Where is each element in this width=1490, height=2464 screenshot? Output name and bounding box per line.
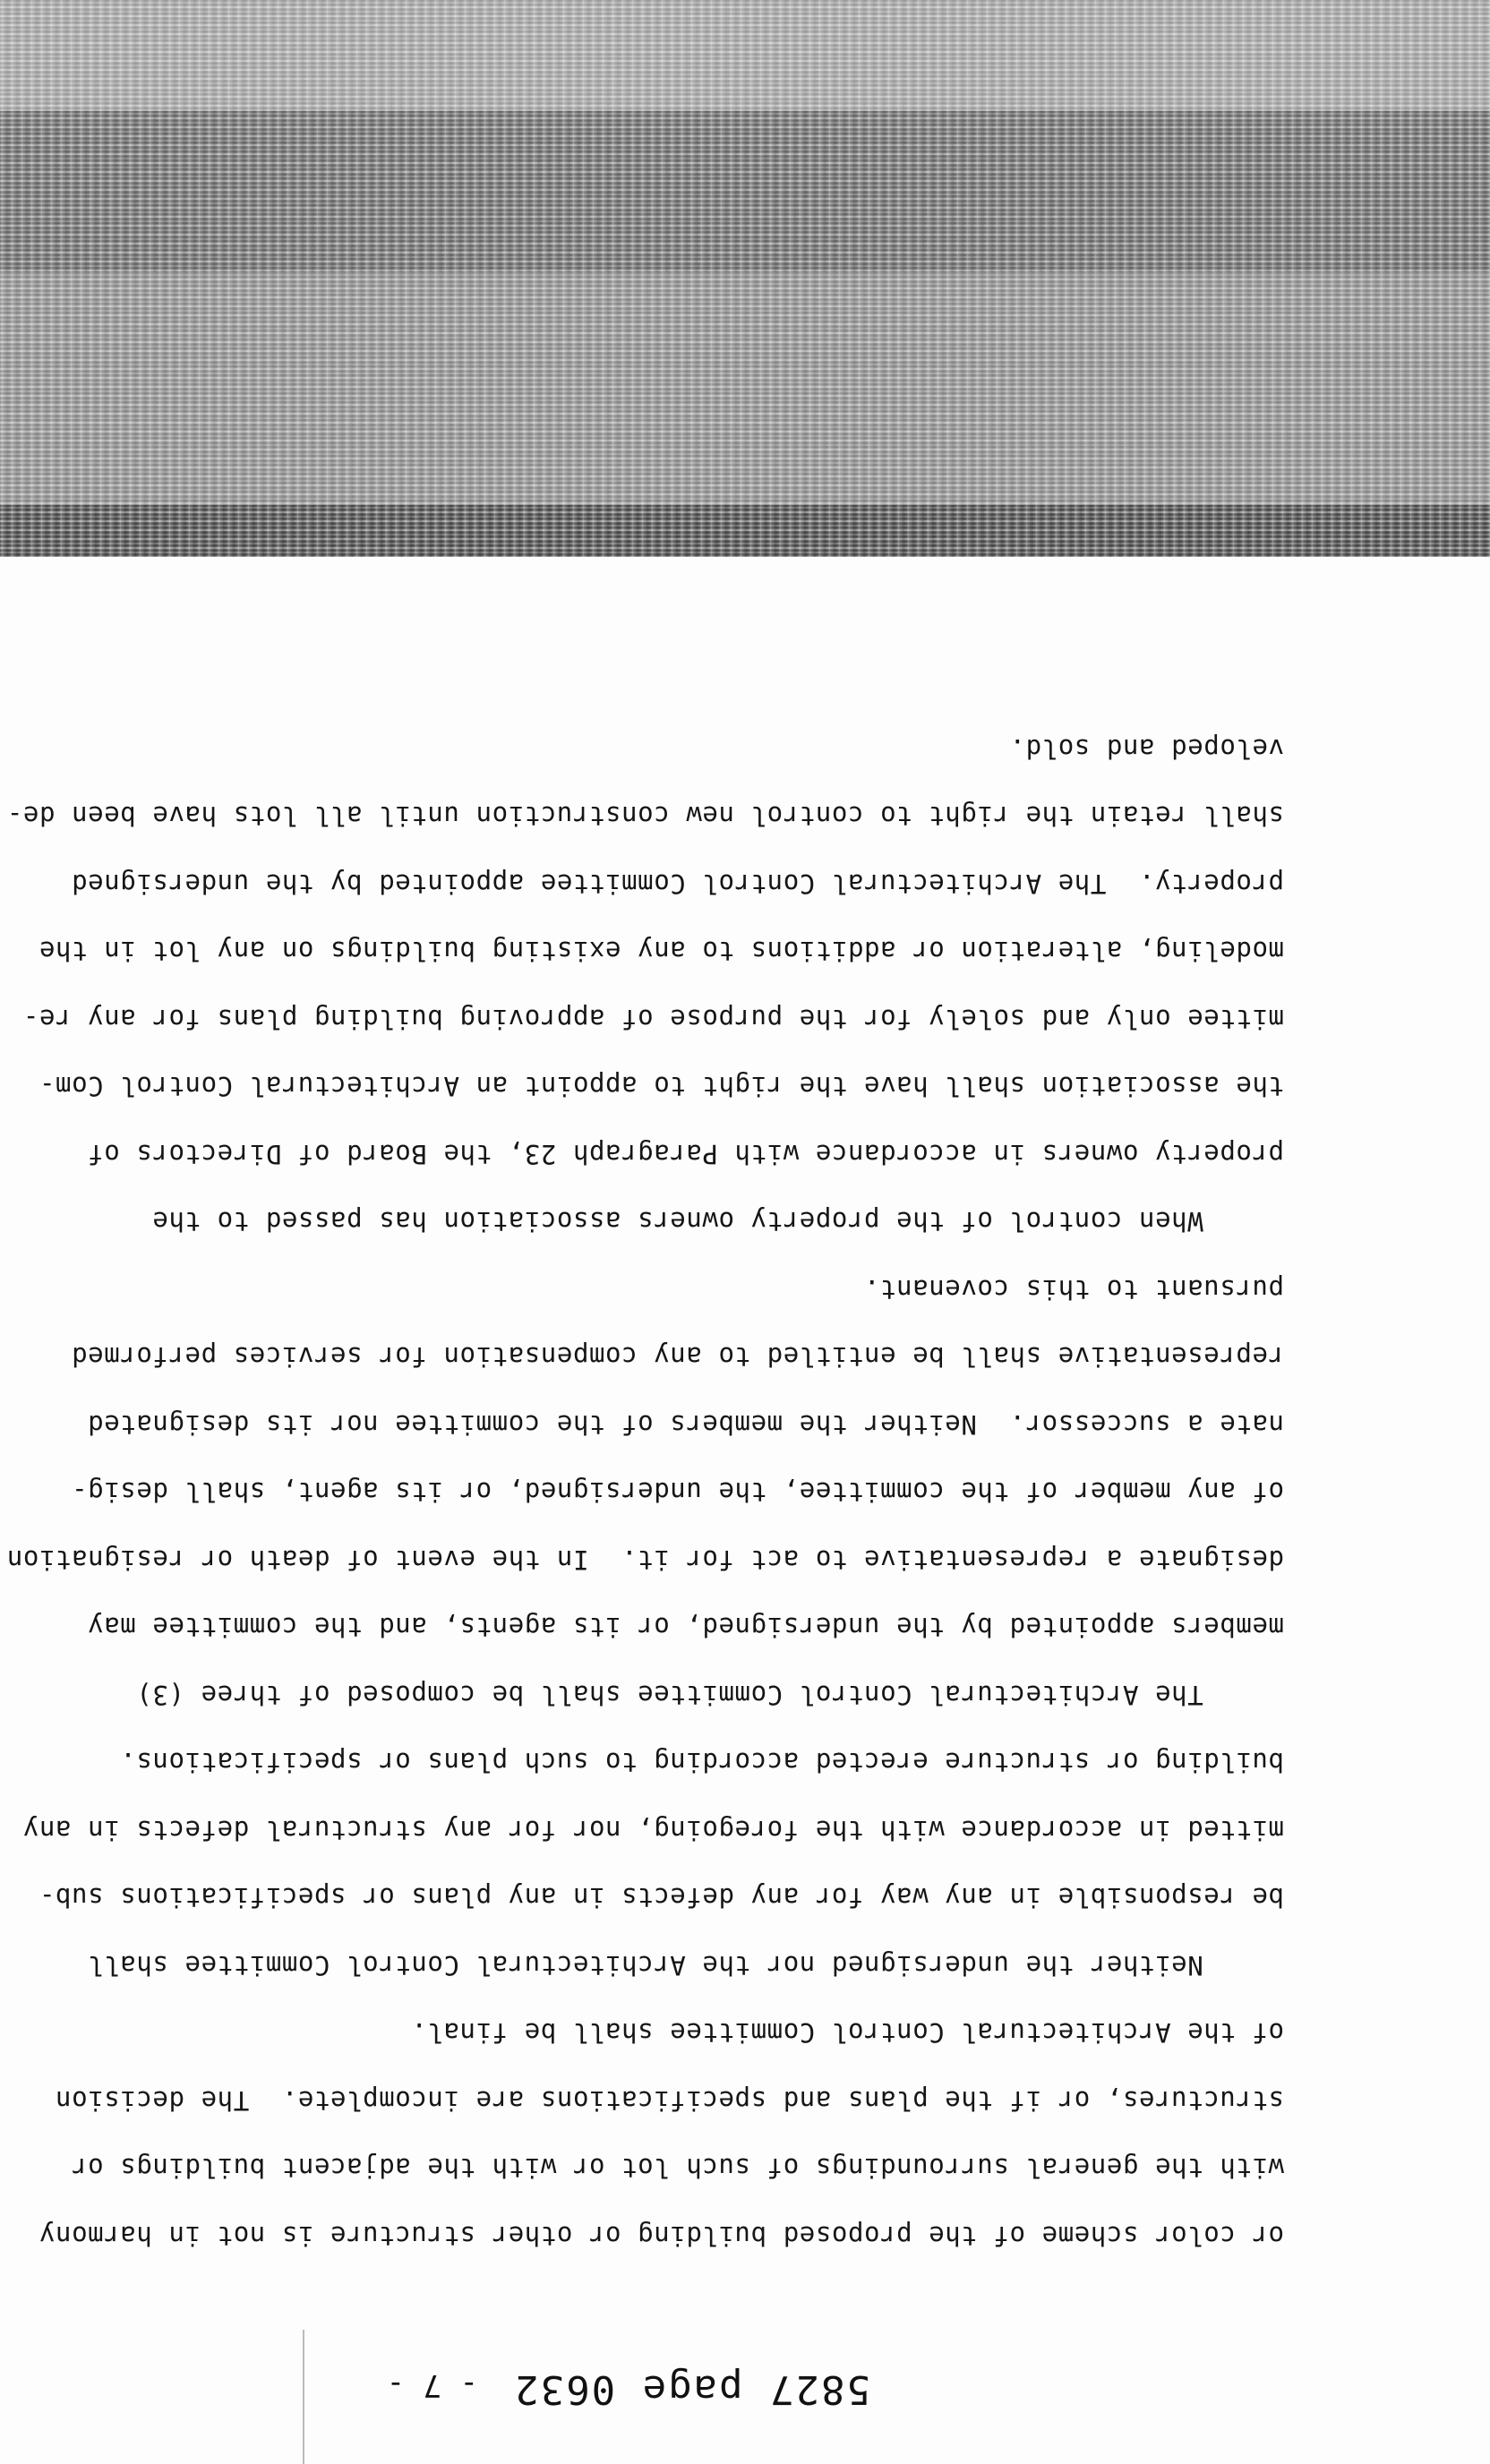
text-line: members appointed by the undersigned, or its agents, and the committee may	[87, 1612, 1284, 1643]
book-page-stamp: 5827 page 0632	[513, 2366, 870, 2412]
text-line: Neither the undersigned nor the Architectural Control Committee shall	[87, 1950, 1284, 1981]
scan-noise-band	[0, 111, 1490, 272]
document-body	[6, 714, 1284, 2270]
text-line: with the general surroundings of such lot or with the adjacent buildings or	[71, 2152, 1284, 2184]
text-line: property owners in accordance with Paragraph 23, the Board of Directors of	[87, 1139, 1284, 1169]
text-line: of any member of the committee, the undersigned, or its agent, shall desig-	[71, 1476, 1284, 1508]
text-line: mittee only and solely for the purpose of approving building plans for any re-	[22, 1004, 1284, 1034]
text-line: The Architectural Control Committee shall be composed of three (3)	[135, 1680, 1284, 1710]
page-number: - 7 -	[386, 2367, 478, 2403]
scan-noise-band	[0, 272, 1490, 505]
text-line: building or structure erected according to such plans or specifications.	[119, 1747, 1284, 1778]
text-line: pursuant to this covenant.	[863, 1274, 1284, 1305]
text-line: be responsible in any way for any defects in any plans or specifications sub-	[39, 1882, 1284, 1913]
text-line: of the Architectural Control Committee shall be final.	[410, 2017, 1284, 2049]
text-line: mitted in accordance with the foregoing, nor for any structural defects in any	[22, 1815, 1284, 1845]
scan-noise-band	[0, 505, 1490, 557]
text-line: structures, or if the plans and specifications are incomplete. The decision	[55, 2085, 1284, 2116]
text-line: nate a successor. Neither the members of the committee nor its designated	[87, 1409, 1284, 1440]
scan-noise-band	[0, 0, 1490, 111]
text-line: shall retain the right to control new construction until all lots have been de-	[6, 800, 1284, 832]
text-line: veloped and sold.	[1008, 733, 1284, 764]
text-line: When control of the property owners association has passed to the	[151, 1206, 1284, 1237]
text-line: representative shall be entitled to any compensation for services performed	[71, 1341, 1284, 1373]
text-line: property. The Architectural Control Committee appointed by the undersigned	[71, 868, 1284, 899]
text-line: the association shall have the right to appoint an Architectural Control Com-	[39, 1071, 1284, 1102]
text-line: or color scheme of the proposed building or other structure is not in harmony	[39, 2220, 1284, 2251]
text-line: designate a representative to act for it. In the event of death or resignation	[6, 1544, 1284, 1575]
margin-line	[303, 2330, 304, 2464]
text-line: modeling, alteration or additions to any existing buildings on any lot in the	[39, 936, 1284, 967]
